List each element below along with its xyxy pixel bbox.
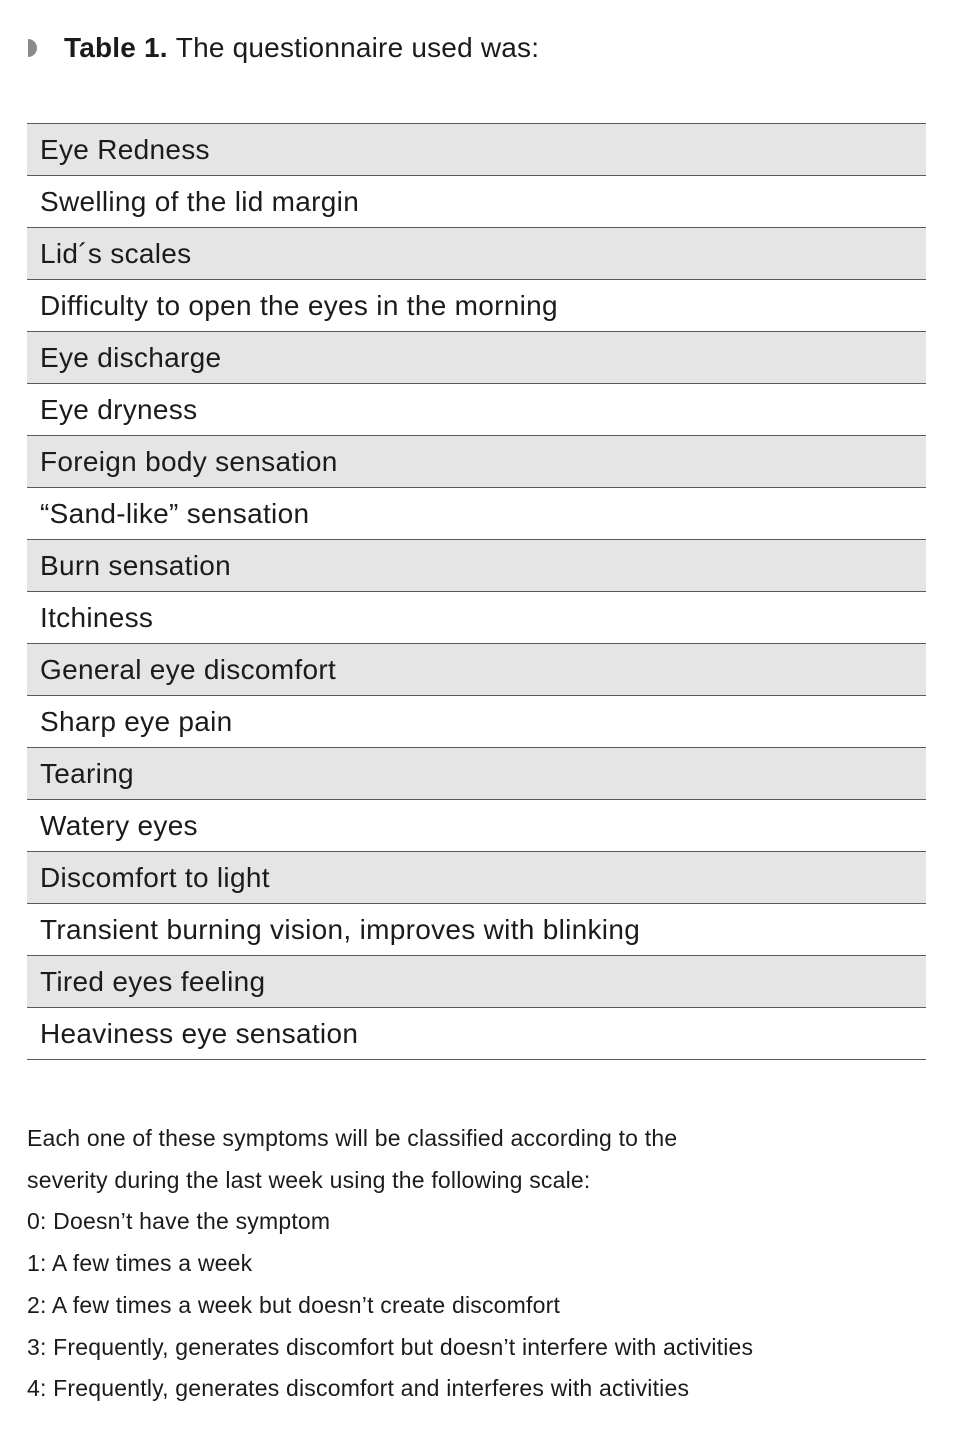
severity-scale-list [27, 1201, 947, 1410]
symptom-cell: Watery eyes [27, 800, 926, 852]
table-row [27, 852, 926, 904]
scale-item: 2: A few times a week but doesn’t create discomfort [27, 1291, 561, 1318]
symptom-cell: Heaviness eye sensation [27, 1008, 926, 1060]
symptom-cell: Burn sensation [27, 540, 926, 592]
symptom-cell: General eye discomfort [27, 644, 926, 696]
symptom-cell: Sharp eye pain [27, 696, 926, 748]
symptom-cell: Eye discharge [27, 332, 926, 384]
symptom-cell: Discomfort to light [27, 852, 926, 904]
table-row [27, 436, 926, 488]
notes-intro-line-1: Each one of these symptoms will be classified according to the [27, 1125, 678, 1151]
scale-item: 0: Doesn’t have the symptom [27, 1208, 331, 1235]
table-row [27, 644, 926, 696]
table-row [27, 956, 926, 1008]
table-row [27, 228, 926, 280]
table-row [27, 540, 926, 592]
table-row [27, 748, 926, 800]
table-row [27, 592, 926, 644]
scale-item: 1: A few times a week [27, 1250, 253, 1277]
table-caption-label: Table 1. [64, 32, 168, 63]
table-row [27, 280, 926, 332]
table-caption [26, 28, 539, 68]
symptom-cell: Swelling of the lid margin [27, 176, 926, 228]
table-caption-text: The questionnaire used was: [175, 32, 540, 63]
table-row [27, 176, 926, 228]
severity-notes [27, 1118, 947, 1410]
symptom-cell: Itchiness [27, 592, 926, 644]
table-row [27, 332, 926, 384]
symptom-cell: “Sand-like” sensation [27, 488, 926, 540]
table-row [27, 124, 926, 176]
symptom-cell: Tired eyes feeling [27, 956, 926, 1008]
symptom-table [27, 123, 926, 1060]
symptom-cell: Difficulty to open the eyes in the morning [27, 280, 926, 332]
table-row [27, 488, 926, 540]
symptom-cell: Foreign body sensation [27, 436, 926, 488]
notes-intro-line-2: severity during the last week using the following scale: [27, 1166, 591, 1193]
scale-item: 4: Frequently, generates discomfort and interferes with activities [27, 1375, 690, 1402]
table-row [27, 904, 926, 956]
symptom-cell: Eye Redness [27, 124, 926, 176]
symptom-cell: Transient burning vision, improves with blinking [27, 904, 926, 956]
table-row [27, 696, 926, 748]
table-row [27, 384, 926, 436]
symptom-cell: Lid´s scales [27, 228, 926, 280]
table-row [27, 1008, 926, 1060]
half-circle-bullet-icon [26, 38, 38, 58]
table-row [27, 800, 926, 852]
scale-item: 3: Frequently, generates discomfort but doesn’t interfere with activities [27, 1333, 754, 1360]
symptom-cell: Tearing [27, 748, 926, 800]
symptom-cell: Eye dryness [27, 384, 926, 436]
